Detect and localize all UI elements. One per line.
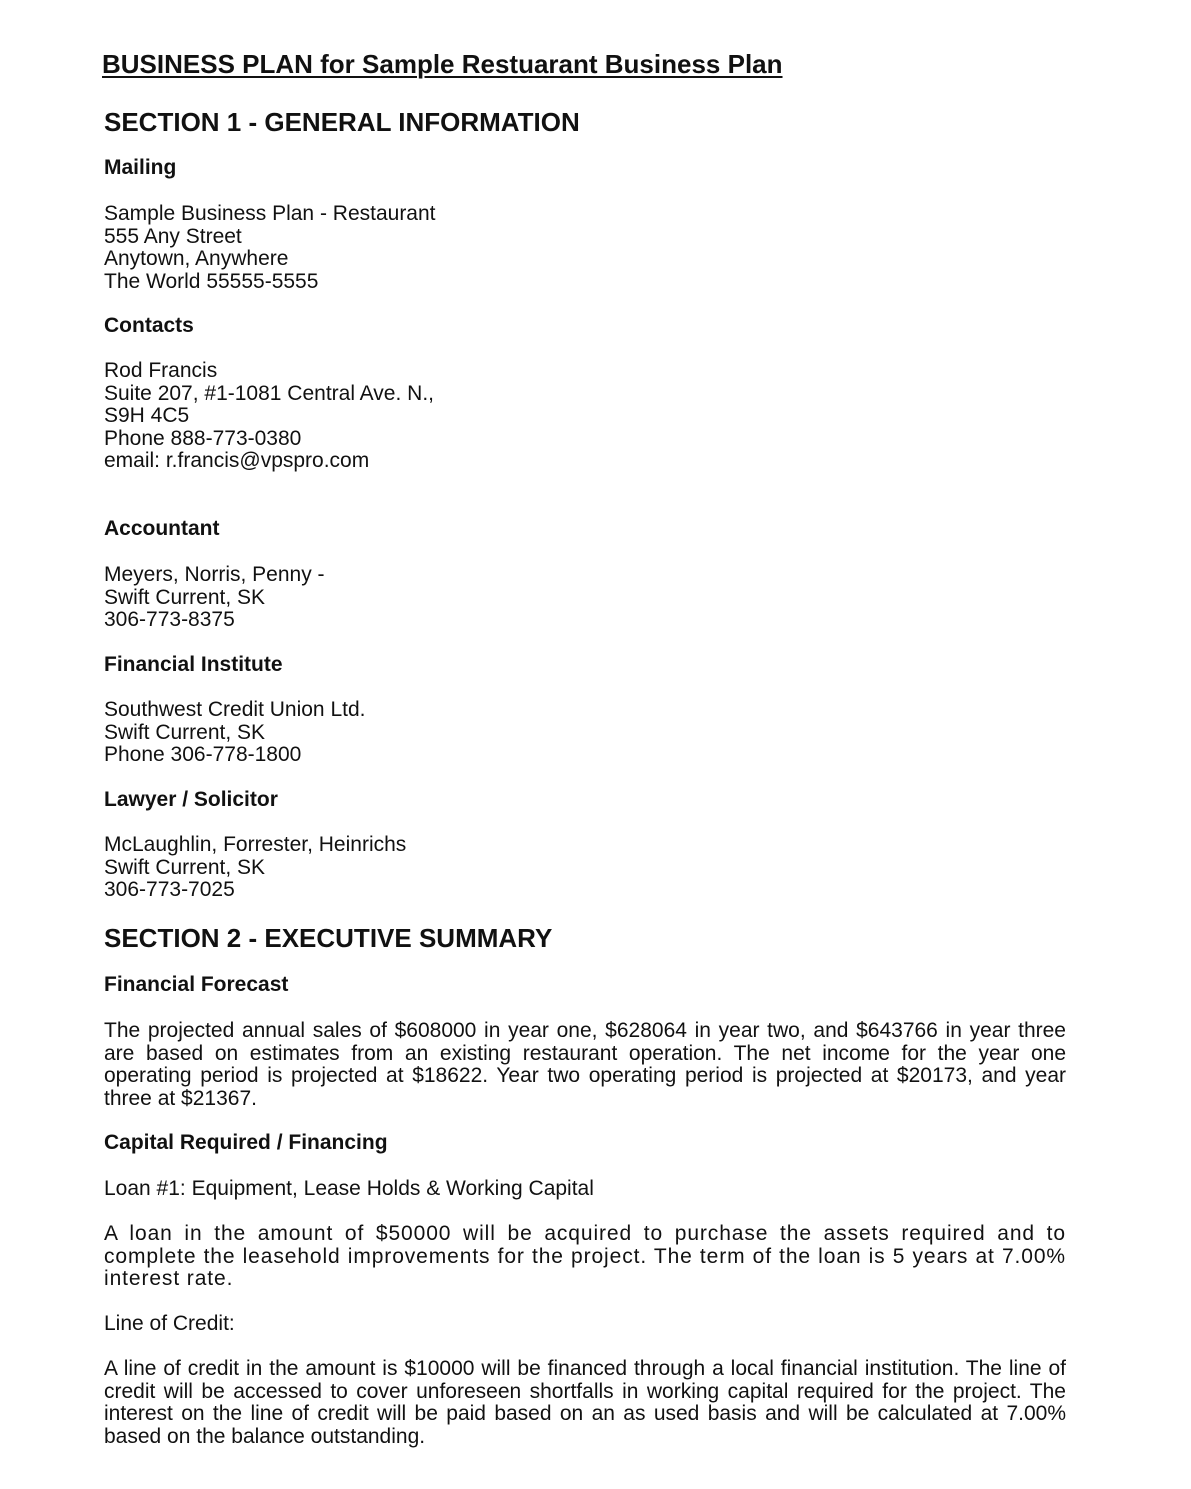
mailing-line: Sample Business Plan - Restaurant [104, 202, 436, 225]
mailing-line: The World 55555-5555 [104, 269, 319, 293]
contact-line: Phone 888-773-0380 [104, 426, 302, 450]
document-title: BUSINESS PLAN for Sample Restuarant Business Plan [102, 49, 783, 79]
lawyer-heading: Lawyer / Solicitor [104, 788, 278, 811]
financial-forecast-paragraph: The projected annual sales of $608000 in year one, $628064 in year two, and $643766 in year three are based on estimates from an existing restaurant operation. The net income for the year one operating period is projected at $18622. Year two operating period is projected at $20173, and year three at $21367. [104, 1019, 1066, 1110]
capital-required-heading: Capital Required / Financing [104, 1131, 388, 1154]
accountant-details [104, 564, 325, 632]
line-of-credit-paragraph: A line of credit in the amount is $10000 will be financed through a local financial institution. The line of credit will be accessed to cover unforeseen shortfalls in working capital required for the project. The interest on the line of credit will be paid based on an as used basis and will be calculated at 7.00% based on the balance outstanding. [104, 1357, 1066, 1448]
lawyer-line: Swift Current, SK [104, 855, 266, 879]
line-of-credit-label: Line of Credit: [104, 1312, 235, 1335]
financial-institute-heading: Financial Institute [104, 653, 283, 676]
section-1-heading: SECTION 1 - GENERAL INFORMATION [104, 107, 580, 137]
lawyer-details [104, 834, 406, 902]
accountant-heading: Accountant [104, 517, 220, 540]
lawyer-line: 306-773-7025 [104, 878, 235, 901]
contacts-details [104, 360, 434, 473]
section-2-heading: SECTION 2 - EXECUTIVE SUMMARY [104, 923, 553, 953]
financial-institute-details [104, 699, 365, 767]
contact-email: email: r.francis@vpspro.com [104, 449, 370, 472]
loan-paragraph: A loan in the amount of $50000 will be acquired to purchase the assets required and to complete the leasehold improvements for the project. The term of the loan is 5 years at 7.00% interest rate. [104, 1222, 1066, 1290]
contact-line: Suite 207, #1-1081 Central Ave. N., [104, 381, 434, 405]
accountant-line: Meyers, Norris, Penny - [104, 563, 325, 586]
financial-forecast-heading: Financial Forecast [104, 973, 289, 996]
contact-line: Rod Francis [104, 359, 218, 382]
mailing-line: Anytown, Anywhere [104, 247, 289, 270]
accountant-line: 306-773-8375 [104, 608, 235, 631]
mailing-heading: Mailing [104, 156, 177, 179]
financial-institute-line: Swift Current, SK [104, 720, 266, 744]
contact-line: S9H 4C5 [104, 404, 190, 427]
lawyer-line: McLaughlin, Forrester, Heinrichs [104, 833, 407, 856]
financial-institute-line: Phone 306-778-1800 [104, 743, 302, 766]
financial-institute-line: Southwest Credit Union Ltd. [104, 698, 366, 721]
loan-label: Loan #1: Equipment, Lease Holds & Working Capital [104, 1177, 594, 1200]
accountant-line: Swift Current, SK [104, 585, 266, 609]
mailing-line: 555 Any Street [104, 224, 242, 248]
mailing-address [104, 203, 436, 293]
contacts-heading: Contacts [104, 314, 194, 337]
